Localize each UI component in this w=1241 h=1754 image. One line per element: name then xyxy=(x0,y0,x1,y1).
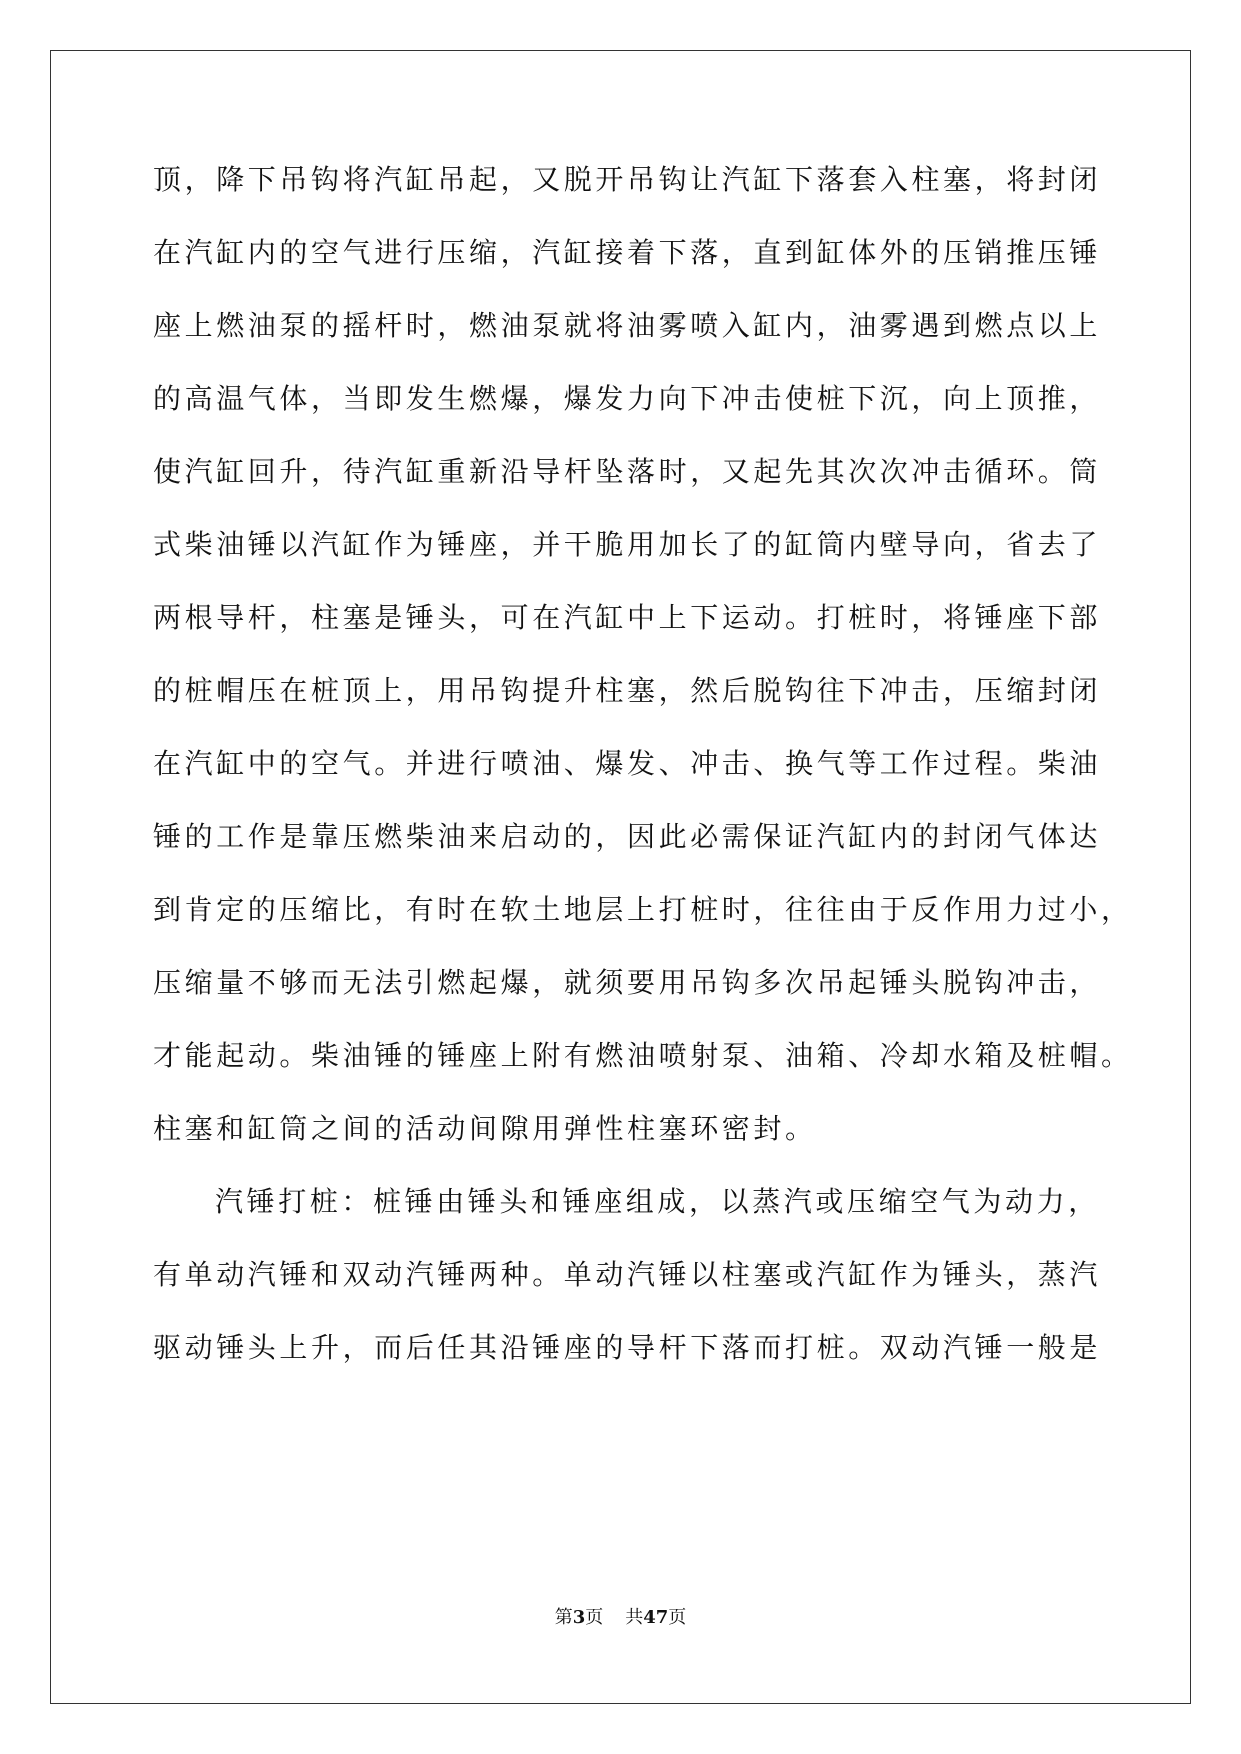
text-line-2: 在汽缸内的空气进行压缩，汽缸接着下落，直到缸体外的压销推压锤 xyxy=(153,236,1102,269)
text-line-12: 压缩量不够而无法引燃起爆，就须要用吊钩多次吊起锤头脱钩冲击， xyxy=(153,966,1102,999)
text-line-1: 顶，降下吊钩将汽缸吊起，又脱开吊钩让汽缸下落套入柱塞，将封闭 xyxy=(153,163,1102,196)
text-line-15: 汽锤打桩：桩锤由锤头和锤座组成，以蒸汽或压缩空气为动力， xyxy=(215,1185,1100,1218)
text-line-3: 座上燃油泵的摇杆时，燃油泵就将油雾喷入缸内，油雾遇到燃点以上 xyxy=(153,309,1102,342)
total-prefix: 共 xyxy=(625,1607,644,1628)
text-line-9: 在汽缸中的空气。并进行喷油、爆发、冲击、换气等工作过程。柴油 xyxy=(153,747,1102,780)
total-suffix: 页 xyxy=(668,1607,687,1628)
text-line-16: 有单动汽锤和双动汽锤两种。单动汽锤以柱塞或汽缸作为锤头，蒸汽 xyxy=(153,1258,1102,1291)
page-prefix: 第 xyxy=(554,1607,573,1628)
text-line-17: 驱动锤头上升，而后任其沿锤座的导杆下落而打桩。双动汽锤一般是 xyxy=(153,1331,1102,1364)
page-footer xyxy=(0,1607,1241,1629)
page-suffix: 页 xyxy=(585,1607,604,1628)
text-line-10: 锤的工作是靠压燃柴油来启动的，因此必需保证汽缸内的封闭气体达 xyxy=(153,820,1102,853)
text-line-11: 到肯定的压缩比，有时在软土地层上打桩时，往往由于反作用力过小， xyxy=(153,893,1133,926)
text-line-4: 的高温气体，当即发生燃爆，爆发力向下冲击使桩下沉，向上顶推， xyxy=(153,382,1102,415)
text-line-5: 使汽缸回升，待汽缸重新沿导杆坠落时，又起先其次次冲击循环。筒 xyxy=(153,455,1102,488)
text-line-14: 柱塞和缸筒之间的活动间隙用弹性柱塞环密封。 xyxy=(153,1112,817,1145)
page-number: 3 xyxy=(572,1607,586,1628)
page-border xyxy=(50,50,1191,1704)
total-pages: 47 xyxy=(643,1607,669,1628)
text-line-7: 两根导杆，柱塞是锤头，可在汽缸中上下运动。打桩时，将锤座下部 xyxy=(153,601,1102,634)
text-line-13: 才能起动。柴油锤的锤座上附有燃油喷射泵、油箱、冷却水箱及桩帽。 xyxy=(153,1039,1133,1072)
text-line-8: 的桩帽压在桩顶上，用吊钩提升柱塞，然后脱钩往下冲击，压缩封闭 xyxy=(153,674,1102,707)
text-line-6: 式柴油锤以汽缸作为锤座，并干脆用加长了的缸筒内壁导向，省去了 xyxy=(153,528,1102,561)
